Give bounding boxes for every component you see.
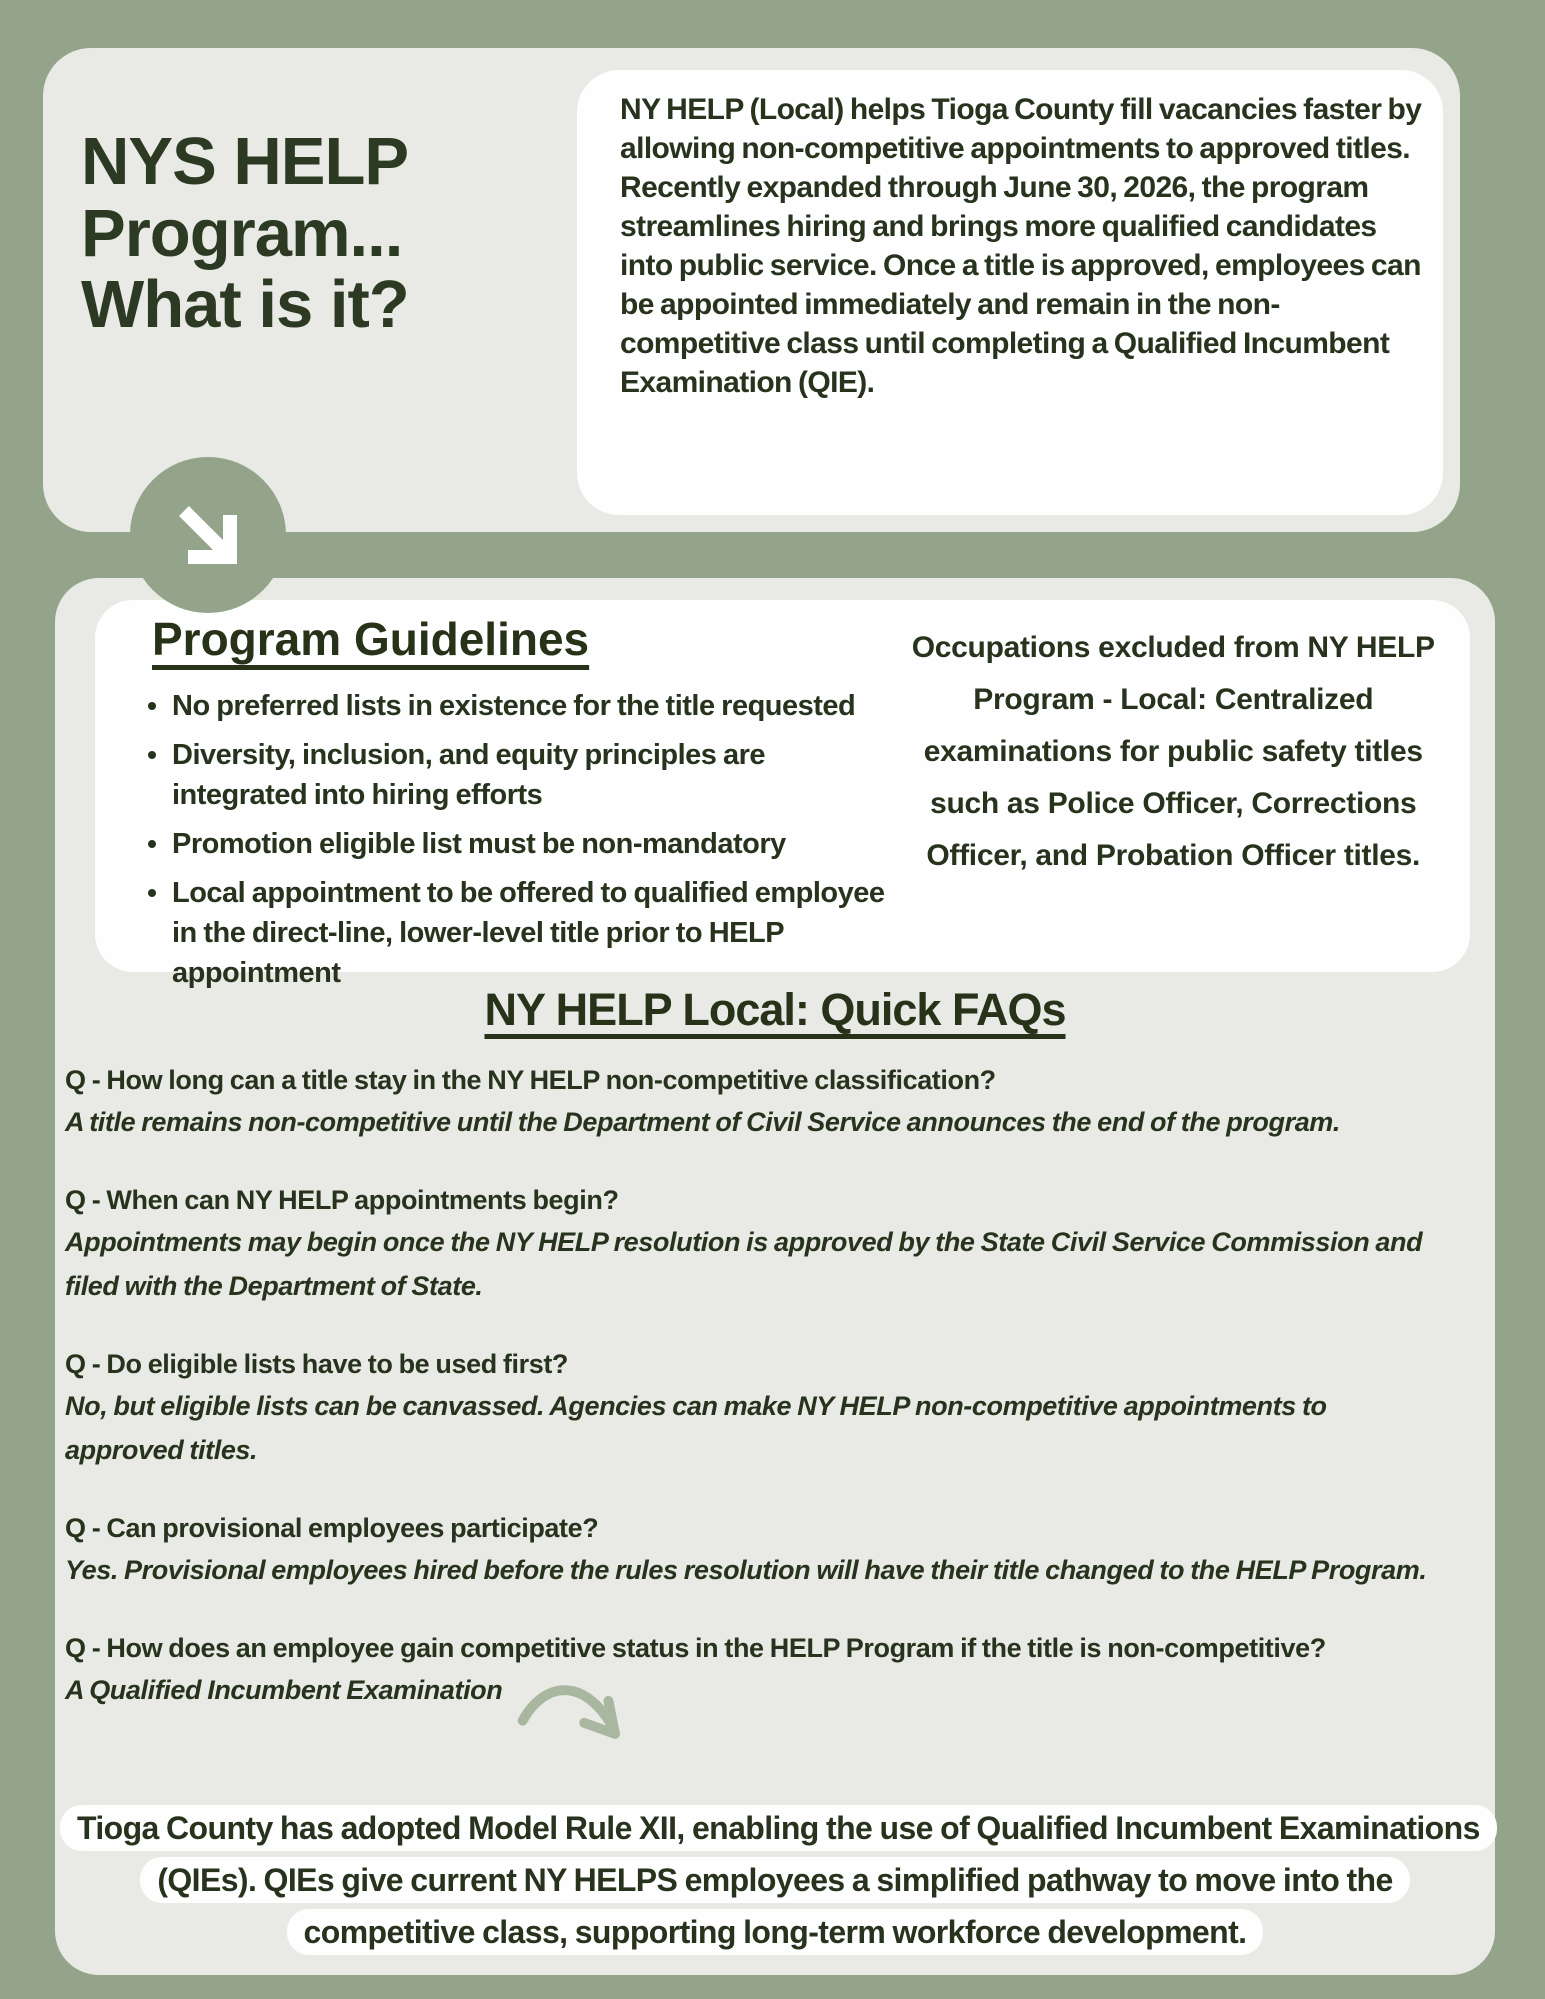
- guidelines-heading: Program Guidelines: [152, 613, 590, 665]
- intro-card: [577, 70, 1443, 515]
- footer-note-text: Tioga County has adopted Model Rule XII, enabling the use of Qualified Incumbent Examinations (QIEs). QIEs give current NY HELPS employees a simplified pathway to move into the competitive class, supporting long-term workforce development.: [60, 1805, 1497, 1955]
- faq-answer-row: [65, 1668, 1475, 1752]
- guideline-item: No preferred lists in existence for the title requested: [140, 686, 893, 726]
- content-container: [55, 578, 1495, 1975]
- faq-item: [65, 1628, 1475, 1752]
- guideline-item: Diversity, inclusion, and equity principles are integrated into hiring efforts: [140, 735, 893, 815]
- faq-item: [65, 1060, 1475, 1144]
- faq-item: [65, 1344, 1475, 1472]
- footer-note-inner: [60, 1802, 1490, 1958]
- faq-question: Q - When can NY HELP appointments begin?: [65, 1185, 619, 1215]
- faq-heading: NY HELP Local: Quick FAQs: [484, 984, 1066, 1035]
- exclusions-column: [893, 600, 1471, 972]
- footer-note: [55, 1802, 1495, 1958]
- down-right-arrow-icon: [158, 485, 258, 585]
- guidelines-panel: [95, 600, 1470, 989]
- down-right-arrow-badge: [130, 457, 286, 613]
- curved-arrow-icon: [516, 1674, 626, 1752]
- faq-answer: A Qualified Incumbent Examination: [65, 1675, 503, 1705]
- guideline-item: Promotion eligible list must be non-mandatory: [140, 824, 893, 864]
- page-title: NYS HELP Program... What is it?: [81, 124, 409, 343]
- faq-question: Q - Do eligible lists have to be used first?: [65, 1349, 568, 1379]
- faq-item: [65, 1180, 1475, 1308]
- faq-answer: No, but eligible lists can be canvassed. Agencies can make NY HELP non-competitive appointments to approved titles.: [65, 1391, 1327, 1465]
- faq-answer: Yes. Provisional employees hired before the rules resolution will have their title changed to the HELP Program.: [65, 1555, 1427, 1585]
- guideline-item: Local appointment to be offered to qualified employee in the direct-line, lower-level title prior to HELP appointment: [140, 873, 893, 993]
- intro-text: NY HELP (Local) helps Tioga County fill vacancies faster by allowing non-competitive appointments to approved titles. Recently expanded through June 30, 2026, the program streamlines hiring and brings more qualified candidates into public service. Once a title is approved, employees can be appointed immediately and remain in the non-competitive class until completing a Qualified Incumbent Examination (QIE).: [620, 93, 1422, 399]
- faq-list: [65, 1060, 1475, 1752]
- faq-question: Q - How does an employee gain competitive status in the HELP Program if the title is non-competitive?: [65, 1633, 1326, 1663]
- faq-question: Q - Can provisional employees participate?: [65, 1513, 599, 1543]
- faq-answer: A title remains non-competitive until the Department of Civil Service announces the end of the program.: [65, 1107, 1341, 1137]
- faq-item: [65, 1508, 1475, 1592]
- faq-answer: Appointments may begin once the NY HELP resolution is approved by the State Civil Service Commission and filed with the Department of State.: [65, 1227, 1423, 1301]
- faq-question: Q - How long can a title stay in the NY HELP non-competitive classification?: [65, 1065, 996, 1095]
- guidelines-column: [95, 600, 893, 989]
- exclusions-text: Occupations excluded from NY HELP Program - Local: Centralized examinations for public safety titles such as Police Officer, Corrections Officer, and Probation Officer titles.: [911, 631, 1435, 872]
- guidelines-list: [140, 686, 893, 993]
